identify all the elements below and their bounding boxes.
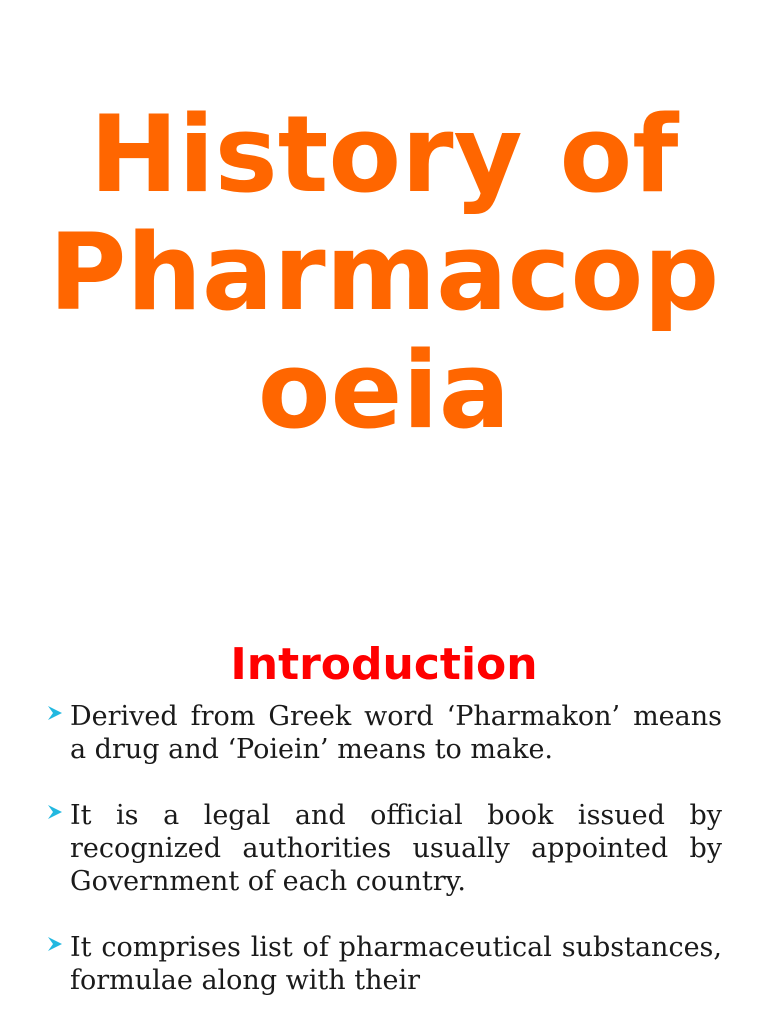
bullet-text: Derived from Greek word ‘Pharmakon’ means a drug and ‘Poiein’ means to make.	[70, 701, 722, 765]
title-line-2: Pharmacop	[48, 211, 720, 334]
arrow-bullet-icon	[46, 804, 64, 820]
bullet-list	[46, 700, 722, 1030]
arrow-bullet-icon	[46, 936, 64, 952]
section-heading: Introduction	[230, 639, 538, 690]
bullet-text: It is a legal and official book issued by recognized authorities usually appointed by Government of each country.	[70, 800, 722, 897]
title-line-3: oeia	[257, 329, 511, 452]
bullet-text: It comprises list of pharmaceutical substances, formulae along with their	[70, 932, 722, 996]
title-line-1: History of	[89, 93, 679, 216]
slide-title	[0, 93, 768, 452]
bullet-item	[46, 931, 722, 997]
arrow-bullet-icon	[46, 705, 64, 721]
bullet-item	[46, 799, 722, 898]
bullet-item	[46, 700, 722, 766]
